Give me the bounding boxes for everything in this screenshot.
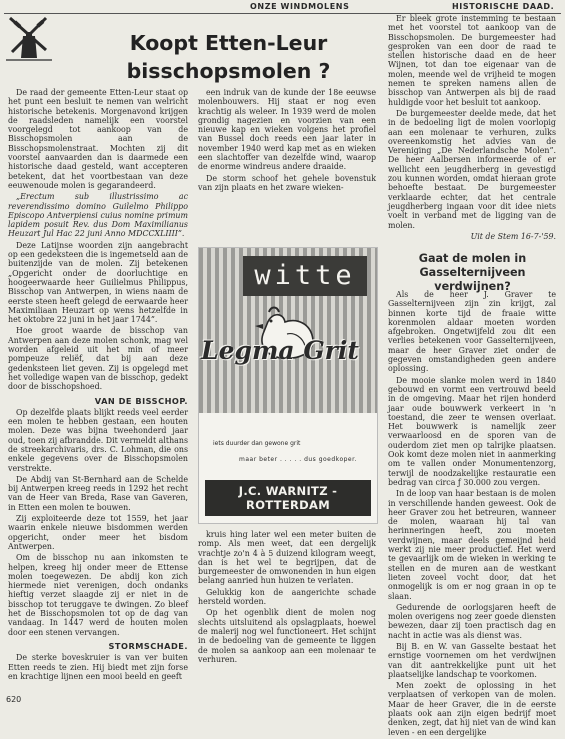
paragraph: Men zoekt de oplossing in het verplaatsen of verkopen van de molen. Maar de heer Graver, die in de eerste plaats ook aan zijn eigen bedrijf moet denken, zegt, dat hij niet van de wind kan leven - en een dergelijke: [388, 681, 556, 737]
paragraph: De sterke boveskruier is van ver buiten Etten reeds te zien. Hij biedt met zijn forse en krachtige lijnen een mooi beeld en geeft: [8, 653, 188, 681]
ad-tagline-2: maar beter . . . . . dus goedkoper.: [239, 456, 357, 463]
source-signature: Uit de Stem 16-7-'59.: [470, 231, 556, 241]
paragraph: Er bleek grote instemming te bestaan met het voorstel tot aankoop van de Bisschopsmolen. De burgemeester had gesproken van een door de raad te stellen historische daad en de heer Wijnen, tot dan toe eigenaar van de molen, meende wel de vrijheid te mogen nemen te spreken namens allen de bisschop van Antwerpen als bij de raad huldigde voor het besluit tot aankoop.: [388, 14, 556, 107]
paragraph: Om de bisschop nu aan inkomsten te helpen, kreeg hij onder meer de Ettense molen toegewezen. De abdij kon zich hiermede niet verenigen, doch ondanks hieftig verzet slaagde zij er niet in de bisschop tot teruggave te dwingen. Zo bleef het de Bisschopsmolen tot op de dag van vandaag. In 1447 werd de houten molen door een stenen vervangen.: [8, 553, 188, 637]
paragraph: In de loop van haar bestaan is de molen in verschillende handen geweest. Ook de heer Graver zou het betreuren, wanneer de molen, waaraan hij tal van herinneringen heeft, zou moeten verdwijnen, maar deels gemeijnd heid werkt zij nie meer productief. Het werd te gevaarlijk om de wieken in werking te stellen en de muren aan de westkant lieten zoveel vocht door, dat het onmogelijk is om er nog graan in op te slaan.: [388, 489, 556, 601]
paragraph: Zij exploiteerde deze tot 1559, het jaar waarin enkele nieuwe bisdommen werden opgericht, onder meer het bisdom Antwerpen.: [8, 514, 188, 551]
article-column-2-top: [198, 88, 376, 194]
paragraph: De burgemeester deelde mede, dat het in de bedoeling ligt de molen voorlopig aan een molenaar te verhuren, zulks overeenkomstig het advies van de Vereniging „De Nederlandsche Molen”. De heer Aalbersen informeerde of er wellicht een jeugdherberg in gevestigd zou kunnen worden, omdat hieraan grote behoefte bestaat. De burgemeester verklaarde echter, dat het centrale jeugdherberg ingaan voor dit idee niets voelt in verband met de ligging van de molen.: [388, 108, 556, 230]
paragraph: Op dezelfde plaats blijkt reeds veel eerder een molen te hebben gestaan, een houten molen. Deze was bijna tweehonderd jaar oud, toen zij afbrandde. Dit vermeldt althans de streekarchivaris, drs. C. Lohman, die ons enkele gegevens over de Bisschopsmolen verstrekte.: [8, 407, 188, 473]
paragraph: kruis hing later wel een meter buiten de romp. Als men weet, dat een dergelijk vrachtje zo'n 4 à 5 duizend kilogram weegt, dan is het wel te begrijpen, dat de burgemeester de omwonenden in hun eigen belang aanried hun huizen te verlaten.: [198, 530, 376, 586]
paragraph: een indruk van de kunde der 18e eeuwse molenbouwers. Hij staat er nog even krachtig als weleer. In 1939 werd de molen grondig nagezien en voorzien van een nieuwe kap en wieken volgens het profiel van Bussel doch reeds een jaar later in november 1940 werd kap met as en wieken een slachtoffer van dezelfde wind, waarop de enorme windreus andere draaide.: [198, 88, 376, 172]
headline-line-2: bisschopsmolen ?: [126, 59, 331, 83]
article-column-2-bottom: [198, 530, 376, 666]
running-header: ONZE WINDMOLENS: [250, 2, 350, 11]
ad-brand-name: Legma Grit: [201, 336, 359, 365]
paragraph: De storm schoof het gehele bovenstuk van zijn plaats en het zware wieken-: [198, 173, 376, 192]
windmill-logo: [6, 14, 52, 62]
ad-company-address: ROTTERDAMSEDIJKWEG 180 TEL:47126: [216, 515, 360, 523]
paragraph: Gedurende de oorlogsjaren heeft de molen overigens nog zeer goede diensten bewezen, daar zij toen practisch dag en nacht in actie was als dienst was.: [388, 602, 556, 640]
page-number: 620: [6, 695, 22, 704]
ad-company-name: J.C. WARNITZ - ROTTERDAM: [238, 484, 338, 512]
ad-company-bar: [205, 480, 371, 523]
paragraph: Hoe groot waarde de bisschop van Antwerpen aan deze molen schonk, mag wel worden afgeleid uit het min of meer pompeuze reliëf, dat bij aan deze gedenksteen liet geven. Zij is opgelegd met het volledige wapen van de bisschop, gedekt door de bisschopshoed.: [8, 326, 188, 392]
paragraph: Op het ogenblik dient de molen nog slechts uitsluitend als opslagplaats, hoewel de malerij nog wel functioneert. Het schijnt in de bedoeling van de gemeente te liggen de molen sa aankoop aan een molenaar te verhuren.: [198, 608, 376, 664]
subheading: VAN DE BISSCHOP.: [94, 395, 188, 406]
section-header: HISTORISCHE DAAD.: [452, 2, 555, 11]
subheading: STORMSCHADE.: [108, 640, 188, 651]
paragraph: De raad der gemeente Etten-Leur staat op het punt een besluit te nemen van welricht historische betekenis. Morgenavond krijgen de raadsleden namelijk een voorstel voorgelegd tot aankoop van de Bisschopsmolen aan de Bisschopsmolenstraat. Mochten zij dit voorstel aanvaarden dan is daarmede een historische daad gesteld, want accepteren betekent, dat het voortbestaan van deze eeuwenoude molen is gegarandeerd.: [8, 88, 188, 190]
latin-quote: „Erectum sub illustrissimo ac reverendissimo domino Guilelmo Philippo Episcopo Antverpiensi cuius nomine primum lapidem posuit Rev. dus Dom Maximilianus Heuzart Jul Hac 22 juni Anno MDCCXLIIII”.: [8, 192, 188, 239]
paragraph: Deze Latijnse woorden zijn aangebracht op een gedeksteen die is ingemetseld aan de buitenzijde van de molen. Zij betekenen „Opgericht onder de doorluchtige en hoogeerwaarde heer Guilielmus Philippus, Bisschop van Antwerpen, in wiens naam de eerste steen heeft gelegd de eerwaarde heer Maximiliaan Heuzart op wens hetzelfde in het oktobre 22 juni in het jaar 1744”.: [8, 240, 188, 325]
article-2-title: Gaat de molen in Gasselternijveen verdwijnen?: [418, 252, 527, 293]
ad-witte-label: witte: [243, 256, 367, 296]
paragraph: Gelukkig kon de aangerichte schade hersteld worden.: [198, 587, 376, 607]
article-2-body: [388, 290, 556, 739]
paragraph: De Abdij van St-Bernhard aan de Schelde bij Antwerpen kreeg reeds in 1292 het recht van de Heer van Breda, Rase van Gaveren, in Etten een molen te bouwen.: [8, 474, 188, 512]
article-column-1: [8, 88, 188, 683]
article-column-3-top: [388, 14, 556, 241]
paragraph: De mooie slanke molen werd in 1840 gebouwd en vormt een vertrouwd beeld in de omgeving. Maar het rijen honderd jaar oude bouwwerk verkeert in 'n toestand, die zeer te wensen overlaat. Het bouwwerk is namelijk zeer verwaarloosd en de sporen van de ouderdom ziet men op talrijke plaatsen. Ook komt deze molen niet in aanmerking om te vallen onder Monumentenzorg, terwijl de noodzakelijke restauratie een bedrag van circa ƒ 30.000 zou vergen.: [388, 375, 556, 487]
headline-line-1: Koopt Etten-Leur: [129, 31, 328, 55]
ad-tagline-1: iets duurder dan gewone grit: [213, 440, 301, 447]
paragraph: Als de heer J. Graver te Gasselternijveen zijn zin krijgt, zal binnen korte tijd de fraaie witte korenmolen aldaar moeten worden afgebroken. Ongetwijfeld zou dit een verlies betekenen voor Gasselternijveen, maar de heer Graver ziet onder de gegeven omstandigheden geen andere oplossing.: [388, 290, 556, 374]
paragraph: Bij B. en W. van Gasselte bestaat het ernstige voornemen om het verdwijnen van dit aantrekkelijke punt uit het plaatselijke landschap te voorkomen.: [388, 641, 556, 679]
advertisement: [198, 247, 378, 524]
